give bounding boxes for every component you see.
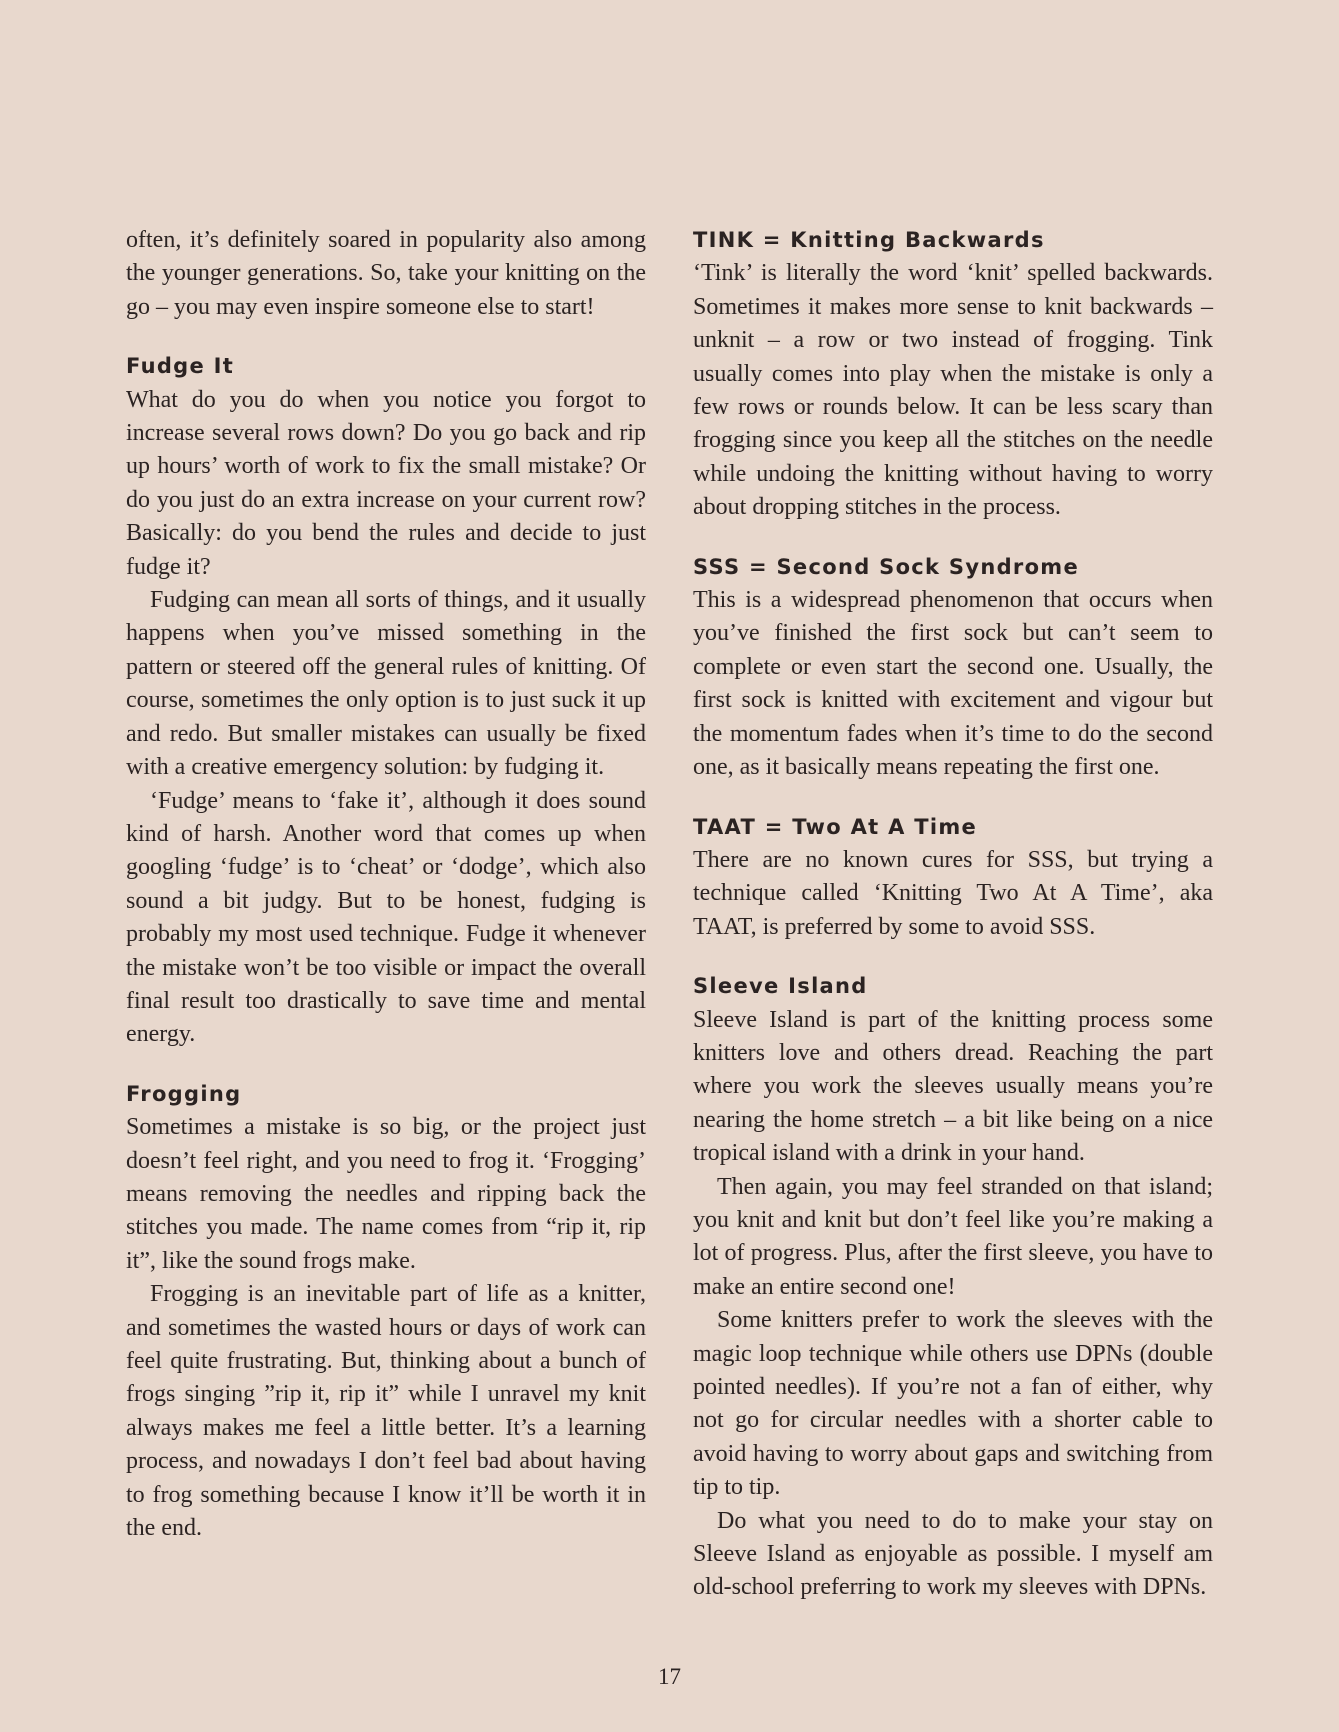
section-heading: TINK = Knitting Backwards <box>693 228 1045 252</box>
body-paragraph: What do you do when you notice you forgot to increase several rows down? Do you go back and rip up hours’ worth of work to fix the small mistake? Or do you just do an extra increase on your current row? Basically: do you bend the rules and decide to just fudge it? <box>126 386 646 580</box>
body-paragraph: This is a widespread phenomenon that occurs when you’ve finished the first sock but can’t seem to complete or even start the second one. Usually, the first sock is knitted with excitement and vigour but the momentum fades when it’s time to do the second one, as it basically means repeating the first one. <box>693 587 1213 781</box>
right-column <box>693 224 1213 1605</box>
body-paragraph: ‘Tink’ is literally the word ‘knit’ spelled backwards. Sometimes it makes more sense to knit backwards – unknit – a row or two instead of frogging. Tink usually comes into play when the mistake is only a few rows or rounds below. It can be less scary than frogging since you keep all the stitches on the needle while undoing the knitting without having to worry about dropping stitches in the process. <box>693 260 1213 521</box>
body-paragraph: Frogging is an inevitable part of life as a knitter, and sometimes the wasted hours or days of work can feel quite frustrating. But, thinking about a bunch of frogs singing ”rip it, rip it” while I unravel my knit always makes me feel a little better. It’s a learning process, and nowadays I don’t feel bad about having to frog something because I know it’ll be worth it in the end. <box>126 1281 646 1542</box>
body-paragraph: Then again, you may feel stranded on that island; you knit and knit but don’t feel like you’re making a lot of progress. Plus, after the first sleeve, you have to make an entire second one! <box>693 1173 1213 1300</box>
section-heading: SSS = Second Sock Syndrome <box>693 554 1080 579</box>
section-tink <box>693 224 1213 525</box>
section-sss <box>693 551 1213 785</box>
section-heading: Frogging <box>126 1081 242 1106</box>
section-fudge-it <box>126 350 646 1052</box>
body-paragraph: Sometimes a mistake is so big, or the project just doesn’t feel right, and you need to frog it. ‘Frogging’ means removing the needles and ripping back the stitches you made. The name comes from “rip it, rip it”, like the sound frogs make. <box>126 1114 646 1274</box>
left-column <box>126 224 646 1545</box>
section-frogging <box>126 1078 646 1546</box>
intro-paragraph: often, it’s definitely soared in popularity also among the younger generations. So, take your knitting on the go – you may even inspire someone else to start! <box>126 227 646 320</box>
body-paragraph: ‘Fudge’ means to ‘fake it’, although it does sound kind of harsh. Another word that comes up when googling ‘fudge’ is to ‘cheat’ or ‘dodge’, which also sound a bit judgy. But to be honest, fudging is probably my most used technique. Fudge it whenever the mistake won’t be too visible or impact the overall final result too drastically to save time and mental energy. <box>126 787 646 1048</box>
body-paragraph: There are no known cures for SSS, but trying a technique called ‘Knitting Two At A Time’, aka TAAT, is preferred by some to avoid SSS. <box>693 846 1213 940</box>
section-heading: Fudge It <box>126 354 235 379</box>
section-heading: TAAT = Two At A Time <box>693 814 978 839</box>
body-paragraph: Sleeve Island is part of the knitting process some knitters love and others dread. Reaching the part where you work the sleeves usually means you’re nearing the home stretch – a bit like being on a nice tropical island with a drink in your hand. <box>693 1006 1213 1167</box>
section-sleeve-island <box>693 970 1213 1605</box>
body-paragraph: Some knitters prefer to work the sleeves with the magic loop technique while others use DPNs (double pointed needles). If you’re not a fan of either, why not go for circular needles with a shorter cable to avoid having to worry about gaps and switching from tip to tip. <box>693 1307 1213 1501</box>
page-number: 17 <box>658 1664 681 1689</box>
body-paragraph: Fudging can mean all sorts of things, and it usually happens when you’ve missed something in the pattern or steered off the general rules of knitting. Of course, sometimes the only option is to just suck it up and redo. But smaller mistakes can usually be fixed with a creative emergency solution: by fudging it. <box>126 587 646 781</box>
body-paragraph: Do what you need to do to make your stay on Sleeve Island as enjoyable as possible. I myself am old-school preferring to work my sleeves with DPNs. <box>693 1507 1213 1601</box>
section-heading: Sleeve Island <box>693 974 868 999</box>
section-taat <box>693 811 1213 945</box>
